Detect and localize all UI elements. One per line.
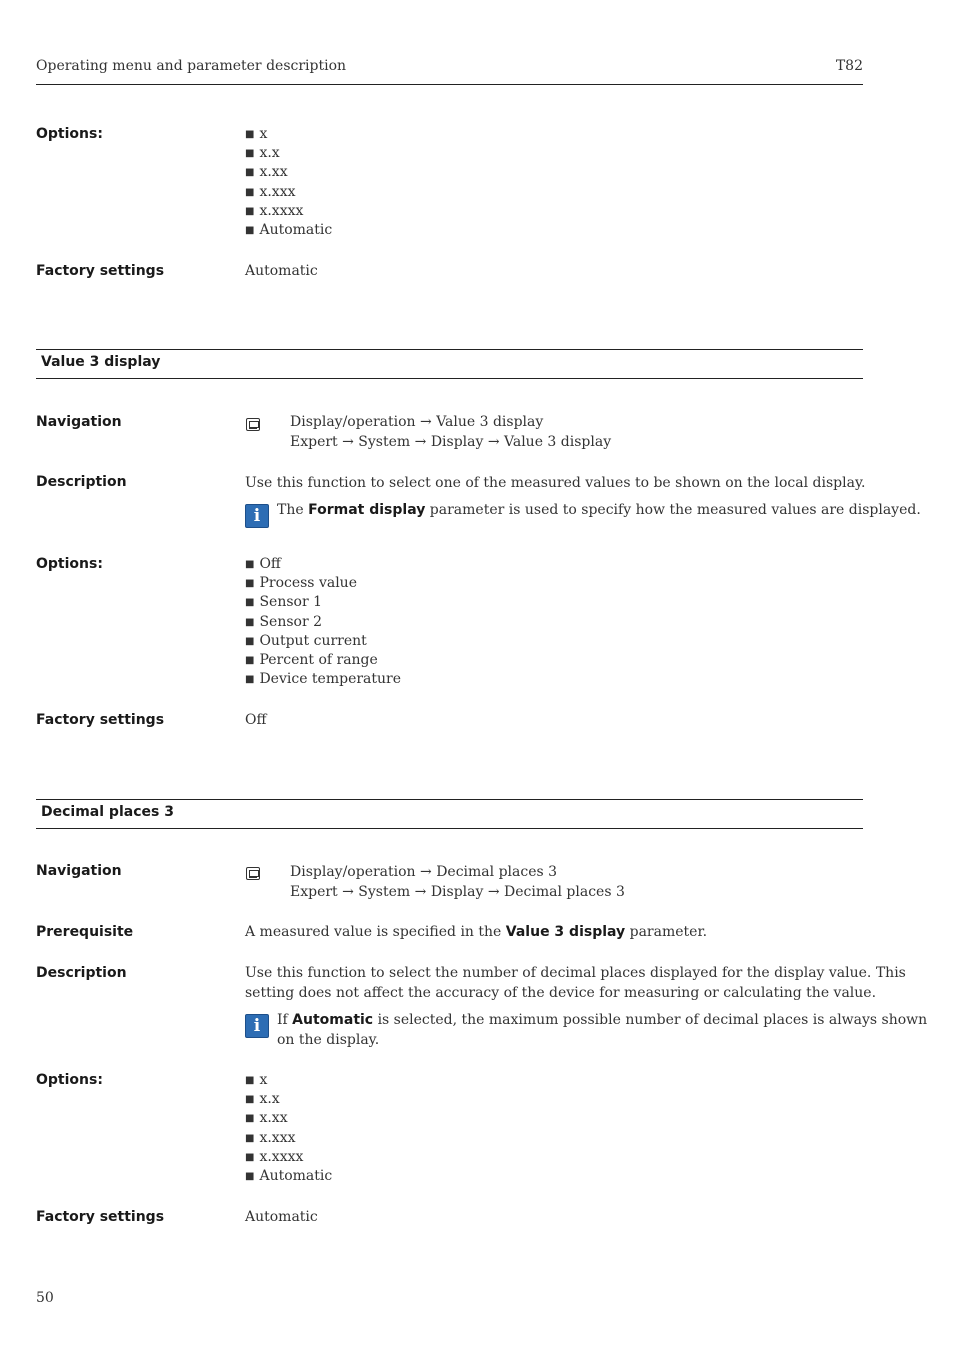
factory-settings-value: Off [245, 712, 267, 728]
prerequisite-text-part: parameter. [629, 924, 708, 940]
parameter-link-format-display: Format display [308, 502, 426, 518]
section-title: Decimal places 3 [41, 804, 174, 820]
description-line: Use this function to select the number of decimal places displayed for the display value. This [245, 965, 906, 981]
page-number: 50 [36, 1290, 54, 1306]
list-item: ■ x.xxx [245, 1129, 332, 1148]
list-item: ■ x.xx [245, 163, 332, 182]
factory-settings-label: Factory settings [36, 1209, 165, 1225]
section-header-value3 [36, 349, 863, 379]
list-item: ■ x.x [245, 144, 332, 163]
options-label: Options: [36, 556, 103, 572]
options-list [245, 125, 332, 240]
section-title: Value 3 display [41, 354, 161, 370]
factory-settings-value: Automatic [245, 263, 318, 279]
list-item: ■ Sensor 1 [245, 593, 401, 612]
display-operation-icon [246, 418, 260, 431]
parameter-link-value3-display: Value 3 display [505, 924, 626, 940]
info-icon: i [245, 1014, 269, 1038]
running-header-model: T82 [835, 58, 863, 74]
options-label: Options: [36, 1072, 103, 1088]
prerequisite-label: Prerequisite [36, 924, 134, 940]
list-item: ■ x.xxxx [245, 1148, 332, 1167]
navigation-path-line: Expert → System → Display → Value 3 display [290, 434, 612, 450]
navigation-label: Navigation [36, 414, 122, 430]
factory-settings-label: Factory settings [36, 263, 165, 279]
prerequisite-text [245, 924, 707, 940]
navigation-label: Navigation [36, 863, 122, 879]
navigation-path [290, 412, 611, 452]
list-item: ■ Device temperature [245, 670, 401, 689]
list-item: ■ Automatic [245, 221, 332, 240]
options-label: Options: [36, 126, 103, 142]
navigation-path [290, 862, 625, 902]
info-note [277, 1010, 927, 1050]
factory-settings-label: Factory settings [36, 712, 165, 728]
factory-settings-value: Automatic [245, 1209, 318, 1225]
list-item: ■ x.xxx [245, 183, 332, 202]
option-automatic: Automatic [292, 1012, 374, 1028]
info-note-text: parameter is used to specify how the measured values are displayed. [429, 502, 921, 518]
info-note-text: on the display. [277, 1032, 380, 1048]
list-item: ■ x.xx [245, 1109, 332, 1128]
options-list [245, 555, 401, 689]
info-note-text: The [277, 502, 304, 518]
list-item: ■ x.x [245, 1090, 332, 1109]
info-note-text: is selected, the maximum possible number of decimal places is always shown [377, 1012, 928, 1028]
list-item: ■ x.xxxx [245, 202, 332, 221]
list-item: ■ Automatic [245, 1167, 332, 1186]
list-item: ■ Process value [245, 574, 401, 593]
list-item: ■ x [245, 125, 332, 144]
list-item: ■ Output current [245, 632, 401, 651]
description-text: Use this function to select one of the measured values to be shown on the local display. [245, 475, 866, 491]
description-text [245, 964, 906, 1003]
list-item: ■ x [245, 1071, 332, 1090]
list-item: ■ Percent of range [245, 651, 401, 670]
description-label: Description [36, 965, 127, 981]
options-list [245, 1071, 332, 1186]
info-note-text: If [277, 1012, 288, 1028]
section-header-decimal3 [36, 799, 863, 829]
navigation-path-line: Display/operation → Decimal places 3 [290, 864, 558, 880]
list-item: ■ Off [245, 555, 401, 574]
info-note [277, 500, 921, 520]
info-icon: i [245, 504, 269, 528]
navigation-path-line: Display/operation → Value 3 display [290, 414, 544, 430]
display-operation-icon [246, 867, 260, 880]
description-label: Description [36, 474, 127, 490]
header-rule [36, 84, 863, 85]
list-item: ■ Sensor 2 [245, 613, 401, 632]
navigation-path-line: Expert → System → Display → Decimal places 3 [290, 884, 625, 900]
description-line: setting does not affect the accuracy of the device for measuring or calculating the value. [245, 984, 877, 1001]
prerequisite-text-part: A measured value is specified in the [245, 924, 502, 940]
running-header-title: Operating menu and parameter description [36, 58, 347, 74]
